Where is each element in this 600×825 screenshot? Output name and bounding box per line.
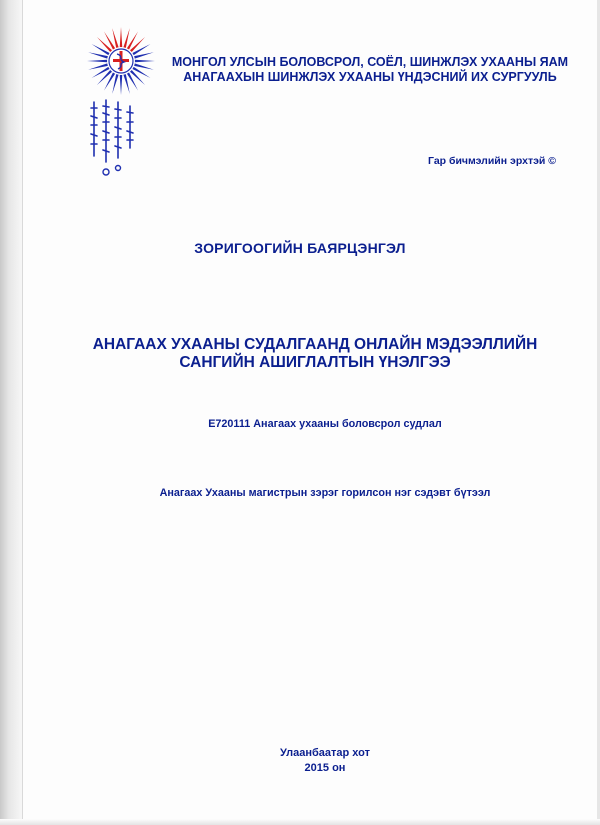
degree-statement: Анагаах Ухааны магистрын зэрэг горилсон нэг сэдэвт бүтээл xyxy=(159,487,491,499)
city: Улаанбаатар хот xyxy=(279,747,370,759)
emblem-ray xyxy=(134,52,154,58)
emblem-ray xyxy=(88,52,108,58)
emblem-ray xyxy=(123,28,129,48)
thesis-title-line1: АНАГААХ УХААНЫ СУДАЛГААНД ОНЛАЙН МЭДЭЭЛЛИЙН xyxy=(92,336,538,353)
thesis-title-line2: САНГИЙН АШИГЛАЛТЫН ҮНЭЛГЭЭ xyxy=(179,354,451,371)
emblem-ray xyxy=(88,63,108,69)
page-edge-bottom xyxy=(0,819,600,825)
emblem-ray xyxy=(112,28,118,48)
emblem-ray xyxy=(123,74,129,94)
emblem-ray xyxy=(97,70,112,85)
author-name: ЗОРИГООГИЙН БАЯРЦЭНГЭЛ xyxy=(194,240,406,256)
university-emblem-icon xyxy=(86,26,156,96)
emblem-ray xyxy=(87,60,107,63)
emblem-ray xyxy=(130,70,145,85)
binding-edge xyxy=(0,0,22,825)
emblem-ray xyxy=(120,75,123,95)
emblem-ray xyxy=(130,37,145,52)
ministry-name: МОНГОЛ УЛСЫН БОЛОВСРОЛ, СОЁЛ, ШИНЖЛЭХ УХААНЫ ЯАМ xyxy=(171,55,569,69)
emblem-ray xyxy=(97,37,112,52)
place-and-year xyxy=(0,746,600,776)
thesis-title xyxy=(60,336,570,372)
binding-line xyxy=(22,0,23,825)
emblem-ray xyxy=(112,74,118,94)
university-name: АНАГААХЫН ШИНЖЛЭХ УХААНЫ ҮНДЭСНИЙ ИХ СУРГУУЛЬ xyxy=(183,70,557,84)
mongolian-script-emblem xyxy=(86,98,138,180)
emblem-ray xyxy=(135,60,155,63)
year: 2015 он xyxy=(304,762,346,774)
ministry-header xyxy=(160,55,580,85)
copyright-notice: Гар бичмэлийн эрхтэй © xyxy=(428,155,556,167)
specialty-code: E720111 Анагаах ухааны боловсрол судлал xyxy=(208,418,442,430)
emblem-ray xyxy=(120,27,123,47)
emblem-ray xyxy=(134,63,154,69)
